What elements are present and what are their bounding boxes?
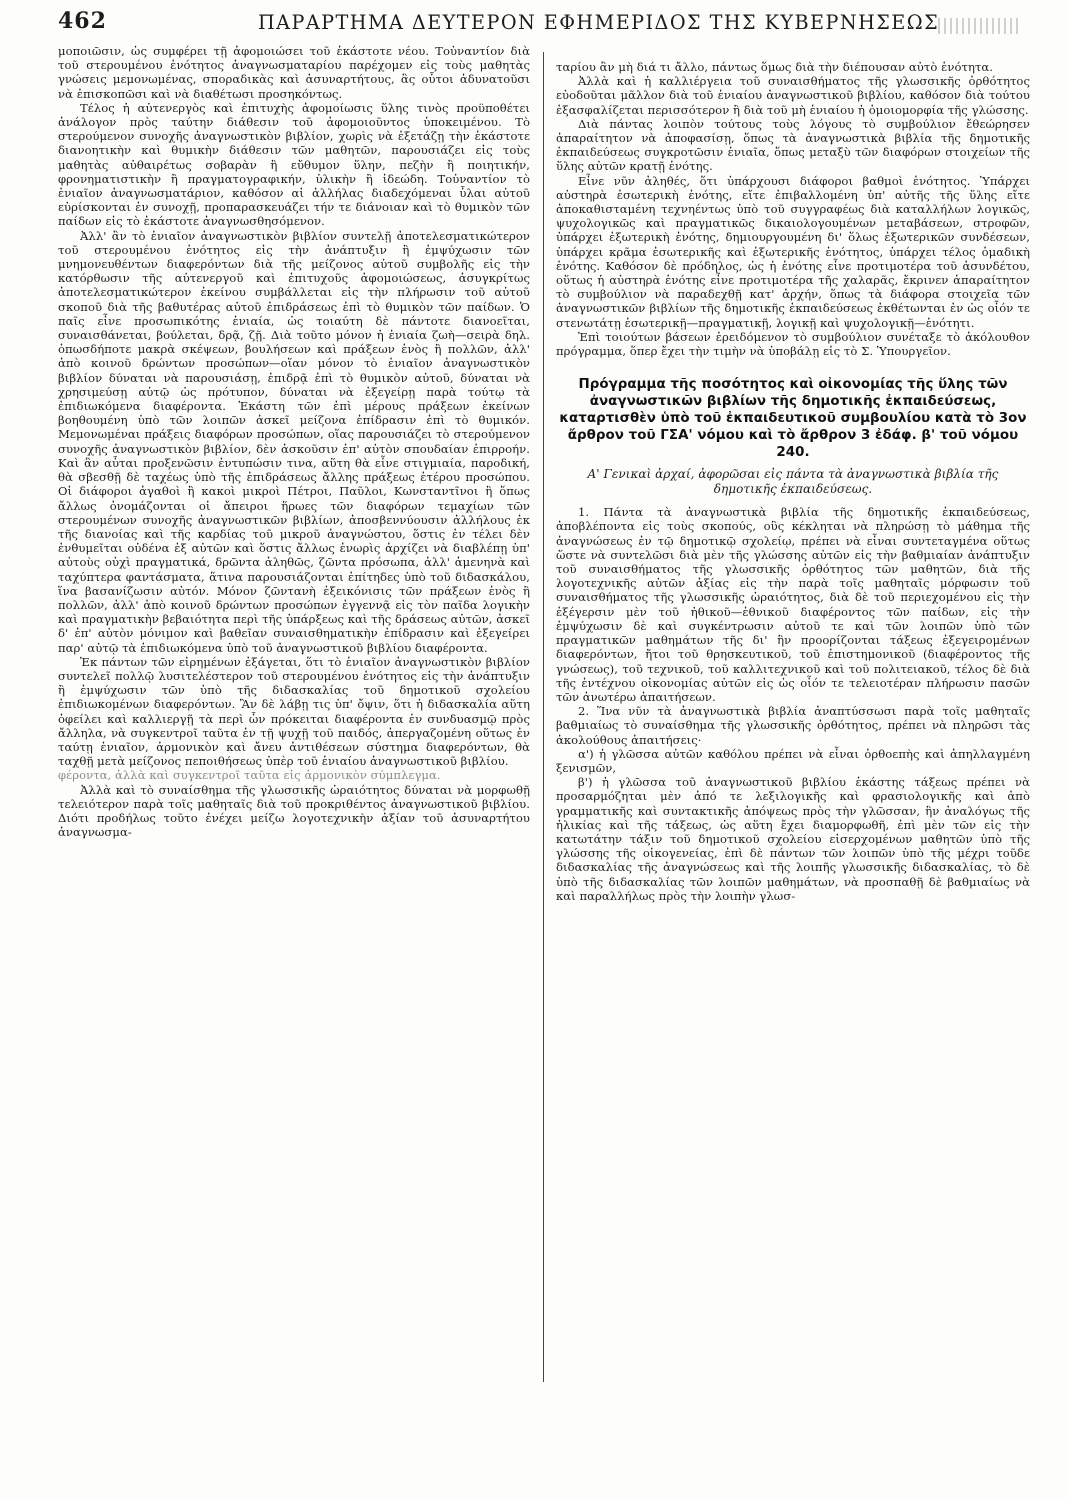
list-item: α') ἡ γλῶσσα αὐτῶν καθόλου πρέπει νὰ εἶναι ὀρθοεπὴς καὶ ἀπηλλαγμένη ξενισμῶν, <box>556 746 1030 775</box>
paragraph: Ἀλλὰ καὶ τὸ συναίσθημα τῆς γλωσσικῆς ὡραιότητος δύναται νὰ μορφωθῇ τελειότερον παρὰ τοῖς μαθηταῖς διὰ τοῦ προκριθέντος ἀναγνωστικοῦ βιβλίου. Διότι προδήλως τοῦτο ἐνέχει μείζω λογοτεχνικὴν ἀξίαν τοῦ ἀσυναρτήτου ἀναγνωσμα- <box>58 782 530 840</box>
paragraph: μοποιῶσιν, ὡς συμφέρει τῇ ἀφομοιώσει τοῦ ἑκάστοτε νέου. Τοὐναντίον διὰ τοῦ στερουμένου ἑνότητος ἀναγνωσματαρίου παρέχομεν εἰς τοὺς μαθητὰς γνώσεις μεμονωμένας, σποραδικὰς καὶ ἀσυναρτήτους, ἃς οὗτοι ἀδυνατοῦσι νὰ ἐπισκοπῶσι καὶ νὰ διαθέτωσι προσηκόντως. <box>58 44 530 101</box>
ink-smudge <box>938 18 1018 34</box>
paragraph: Ἐπὶ τοιούτων βάσεων ἐρειδόμενον τὸ συμβούλιον συνέταξε τὸ ἀκόλουθον πρόγραμμα, ὅπερ ἔχει τὴν τιμὴν νὰ ὑποβάλῃ εἰς τὸ Σ. Ὑπουργεῖον. <box>556 329 1030 359</box>
page-number: 462 <box>58 8 107 34</box>
list-item: 2. Ἵνα νῦν τὰ ἀναγνωστικὰ βιβλία ἀναπτύσσωσι παρὰ τοῖς μαθηταῖς βαθμιαίως τὸ συναίσθημα τῆς γλωσσικῆς ὀρθότητος, πρέπει νὰ πληρῶσι τὰς ἀκολούθους ἀπαιτήσεις· <box>556 704 1030 747</box>
right-column <box>556 60 1030 903</box>
paragraph: ταρίου ἂν μὴ διά τι ἄλλο, πάντως ὅμως διὰ τὴν διέπουσαν αὐτὸ ἑνότητα. <box>556 60 994 74</box>
section-heading: Πρόγραμμα τῆς ποσότητος καὶ οἰκονομίας τῆς ὕλης τῶν ἀναγνωστικῶν βιβλίων τῆς δημοτικῆς ἐκπαιδεύσεως, καταρτισθὲν ὑπὸ τοῦ ἐκπαιδευτικοῦ συμβουλίου κατὰ τὸ 3ον ἄρθρον τοῦ ΓΣΑ' νόμου καὶ τὸ ἄρθρον 3 ἐδάφ. β' τοῦ νόμου 240. <box>559 377 1027 461</box>
paragraph: Διὰ πάντας λοιπὸν τούτους τοὺς λόγους τὸ συμβούλιον ἔθεώρησεν ἀπαραίτητον νὰ ἀποφασίσῃ, ὅπως τὰ ἀναγνωστικὰ βιβλία τῆς δημοτικῆς ἐκπαιδεύσεως συγκροτῶσιν ἑνιαῖα, ὅπως μεταξὺ τῶν διαφόρων στοιχείων τῆς ὕλης αὐτῶν κρατῇ ἑνότης. <box>556 116 1030 174</box>
subheading: Α' Γενικαὶ ἀρχαί, ἀφορῶσαι εἰς πάντα τὰ ἀναγνωστικὰ βιβλία τῆς δημοτικῆς ἐκπαιδεύσεως. <box>587 467 999 497</box>
column-divider <box>543 52 544 1382</box>
faded-line: φέροντα, ἀλλὰ καὶ συγκεντροῖ ταῦτα εἰς ἁρμονικὸν σύμπλεγμα. <box>58 768 441 783</box>
paragraph: Εἶνε νῦν ἀληθές, ὅτι ὑπάρχουσι διάφοροι βαθμοὶ ἑνότητος. Ὑπάρχει αὐστηρὰ ἐσωτερικὴ ἑνότης, εἴτε ἐπιβαλλομένη ὑπ' αὐτῆς τῆς ὕλης εἴτε ἀποκαθισταμένη τεχνηέντως ὑπὸ τοῦ συγγραφέως διὰ καταλλήλων λογικῶς, ψυχολογικῶς καὶ πραγματικῶς δικαιολογουμένων μεταβάσεων, στροφῶν, ὑπάρχει ἐξωτερικὴ ἑνότης, δημιουργουμένη δι' ὅλως ἐξωτερικῶν συνδέσεων, ὑπάρχει κρᾶμα ἐσωτερικῆς καὶ ἐξωτερικῆς ἑνότητος, ὑπάρχει τέλος ὁμαδικὴ ἑνότης. Καθόσον δὲ πρόδηλος, ὡς ἡ ἑνότης εἶνε προτιμοτέρα τοῦ ἀσυνδέτου, οὕτως ἡ αὐστηρὰ ἑνότης εἶνε προτιμοτέρα τῆς χαλαρᾶς, ἔκρινεν ἀπαραίτητον τὸ συμβούλιον νὰ παραδεχθῇ κατ' ἀρχήν, ὅπως τὰ διάφορα στοιχεῖα τῶν ἀναγνωστικῶν βιβλίων τῆς δημοτικῆς ἐκπαιδεύσεως ἐκθέτωνται ἐν ὡς οἷόν τε στενωτάτῃ ἐσωτερικῇ—πραγματικῇ, λογικῇ καὶ ψυχολογικῇ—ἑνότητι. <box>556 173 1030 330</box>
running-title: ΠΑΡΑΡΤΗΜΑ ΔΕΥΤΕΡΟΝ ΕΦΗΜΕΡΙΔΟΣ ΤΗΣ ΚΥΒΕΡΝΗΣΕΩΣ <box>258 10 940 34</box>
list-item: β') ἡ γλῶσσα τοῦ ἀναγνωστικοῦ βιβλίου ἑκάστης τάξεως πρέπει νὰ προσαρμόζηται μὲν ἀπό τε λεξιλογικῆς καὶ φρασιολογικῆς καὶ ἀπὸ γραμματικῆς καὶ συντακτικῆς ἀπόψεως πρὸς τὴν γλῶσσαν, ἣν ἀναλόγως τῆς ἡλικίας καὶ τῆς τάξεως, ὡς αὕτη ἔχει διαμορφωθῆ, ἐπὶ μὲν τῶν εἰς τὴν κατωτάτην τάξιν τοῦ δημοτικοῦ σχολείου εἰσερχομένων μαθητῶν ὑπὸ τῆς γλώσσης τῆς οἰκογενείας, ἐπὶ δὲ πάντων τῶν λοιπῶν ὑπὸ τῆς μέχρι τοῦδε διδασκαλίας τῆς ἀναγνώσεως καὶ τῆς λοιπῆς γλωσσικῆς διδασκαλίας, τὸ δὲ ὑπὸ τῆς διδασκαλίας τῶν λοιπῶν μαθημάτων, νὰ προσπαθῇ δὲ βαθμιαίως νὰ καὶ παραλλήλως πρὸς τὴν λοιπὴν γλωσ- <box>556 775 1030 903</box>
paragraph: Ἀλλὰ καὶ ἡ καλλιέργεια τοῦ συναισθήματος τῆς γλωσσικῆς ὀρθότητος εὐοδοῦται μᾶλλον διὰ τοῦ ἑνιαίου ἀναγνωστικοῦ βιβλίου, καθόσον διὰ τούτου ἐξασφαλίζεται περισσότερον ἢ διὰ τοῦ μὴ ἑνιαίου ἡ ὁμοιομορφία τῆς γλώσσης. <box>556 74 1030 117</box>
paragraph: Τέλος ἡ αὐτενεργὸς καὶ ἐπιτυχὴς ἀφομοίωσις ὕλης τινὸς προϋποθέτει ἀνάλογον πρὸς ταύτην διάθεσιν τοῦ ἀφομοιοῦντος ὑποκειμένου. Τὸ στερούμενον συνοχῆς ἀναγνωστικὸν βιβλίον, χωρὶς νὰ ἐξετάζῃ τὴν ἑκάστοτε διανοητικὴν καὶ θυμικὴν διάθεσιν τῶν μαθητῶν, παρουσιάζει εἰς τοὺς μαθητὰς αὐθαιρέτως σοβαρὰν ἢ εὔθυμον ὕλην, πεζὴν ἢ ποιητικήν, φρονηματιστικὴν ἢ πραγματογραφικήν, ὑλικὴν ἢ ἰδεώδη. Τοὐναντίον τὸ ἑνιαῖον ἀναγνωσματάριον, καθόσον αἱ ἀλλήλας διαδεχόμεναι ὗλαι αὐτοῦ εὑρίσκονται ἐν συνοχῇ, προπαρασκευάζει τήν τε διάνοιαν καὶ τὸ θυμικὸν τῶν παίδων εἰς τὸ ἑκάστοτε ἀναγνωσθησόμενον. <box>58 100 530 229</box>
paragraph: Ἐκ πάντων τῶν εἰρημένων ἐξάγεται, ὅτι τὸ ἑνιαῖον ἀναγνωστικὸν βιβλίον συντελεῖ πολλῷ λυσιτελέστερον τοῦ στερουμένου ἑνότητος εἰς τὴν ἀνάπτυξιν ἢ ἐμψύχωσιν τῶν ὑπὸ τῆς διδασκαλίας τοῦ δημοτικοῦ σχολείου ἐπιδιωκομένων διαφερόντων. Ἂν δὲ λάβῃ τις ὑπ' ὄψιν, ὅτι ἡ διδασκαλία αὕτη ὀφείλει καὶ καλλιεργῇ τὰ περὶ ὧν πρόκειται διαφέροντα ἐν συνδυασμῷ πρὸς ἄλληλα, νὰ συγκεντροῖ ταῦτα ἐν τῇ ψυχῇ τοῦ παιδός, ἀπεργαζομένη οὕτως ἐν ταύτῃ ἑνιαῖον, ἁρμονικὸν καὶ ἄνευ ἀντιθέσεων σύστημα διαφερόντων, θὰ ταχθῇ μετὰ μείζονος πεποιθήσεως ὑπὲρ τοῦ ἑνιαίου ἀναγνωστικοῦ βιβλίου. <box>58 654 530 769</box>
list-item: 1. Πάντα τὰ ἀναγνωστικὰ βιβλία τῆς δημοτικῆς ἐκπαιδεύσεως, ἀποβλέποντα εἰς τοὺς σκοπούς, οὓς κέκληται νὰ πληρώσῃ τὸ μάθημα τῆς ἀναγνώσεως ἐν τῷ δημοτικῷ σχολείῳ, πρέπει νὰ εἶναι συντεταγμένα οὕτως ὥστε νὰ συντελῶσι διὰ μὲν τῆς γλώσσης αὐτῶν εἰς τὴν βαθμιαίαν ἀνάπτυξιν τοῦ συναισθήματος τῆς γλωσσικῆς ὀρθότητος τῶν μαθητῶν, διὰ τῆς λογοτεχνικῆς αὐτῶν ἀξίας εἰς τὴν παρὰ τοῖς μαθηταῖς μόρφωσιν τοῦ συναισθήματος τῆς γλωσσικῆς ὡραιότητος, διὰ δὲ τοῦ περιεχομένου εἰς τὴν ἐξέγερσιν μὲν τοῦ ἠθικοῦ—ἐθνικοῦ διαφέροντος τῶν παίδων, εἰς τὴν ἐμψύχωσιν δὲ καὶ συγκέντρωσιν αὐτοῦ τε καὶ τῶν λοιπῶν ὑπὸ τῶν πραγματικῶν μαθημάτων τῆς δι' ἣν προορίζονται τάξεως ἐξεγειρομένων διαφερόντων, ἤτοι τοῦ θρησκευτικοῦ, τοῦ ἐπιστημονικοῦ (διαφέροντος τῆς γνώσεως), τοῦ τεχνικοῦ, τοῦ καλλιτεχνικοῦ καὶ τοῦ πολιτειακοῦ, τέλος δὲ διὰ τῆς ἐντέχνου οἰκονομίας αὐτῶν εἰς ὡς οἷόν τε τελειοτέραν πλήρωσιν πασῶν τῶν ἀνωτέρω ἀπαιτήσεων. <box>556 505 1030 704</box>
left-column <box>58 44 530 839</box>
page-header <box>58 8 1018 48</box>
paragraph: Ἀλλ' ἂν τὸ ἑνιαῖον ἀναγνωστικὸν βιβλίον συντελῇ ἀποτελεσματικώτερον τοῦ στερουμένου ἑνότητος εἰς τὴν ἀνάπτυξιν ἢ ἐμψύχωσιν τῶν μνημονευθέντων διαφερόντων διὰ τῆς μείζονος αὐτοῦ συμβολῆς εἰς τὴν κατόρθωσιν τῆς αὐτενεργοῦ καὶ ἐπιτυχοῦς ἀφομοιώσεως, ἀσυγκρίτως ἀποτελεσματικώτερον ἐκείνου συμβάλλεται εἰς τὴν πλήρωσιν τοῦ αὐτοῦ σκοποῦ διὰ τῆς βαθυτέρας αὐτοῦ ἐπιδράσεως ἐπὶ τὸ θυμικὸν τῶν παίδων. Ὁ παῖς εἶνε προσωπικότης ἑνιαία, ὡς τοιαύτη δὲ πάντοτε διανοεῖται, συναισθάνεται, βούλεται, δρᾷ, ζῇ. Διὰ τοῦτο μόνον ἡ ἑνιαία ζωὴ—σειρὰ δηλ. ὁπωσδήποτε μακρὰ σκέψεων, βουλήσεων καὶ πράξεων ἑνὸς ἢ πολλῶν, ἀλλ' ἀπὸ κοινοῦ δρώντων προσώπων—οἵαν μόνον τὸ ἑνιαῖον ἀναγνωστικὸν βιβλίον δύναται νὰ παρουσιάσῃ, ἐπιδρᾷ ἐπὶ τὸ θυμικὸν αὐτοῦ, δύναται νὰ χρησιμεύσῃ αὐτῷ ὡς πρότυπον, δύναται νὰ ἐξεγείρῃ παρὰ τούτῳ τὰ ἐπιδιωκόμενα διαφέροντα. Ἑκάστη τῶν ἐπὶ μέρους πράξεων ἐκείνων βοηθουμένη ὑπὸ τῶν λοιπῶν ἀσκεῖ μείζονα ἐπίδρασιν ἐπὶ τὸ θυμικόν. Μεμονωμέναι πράξεις διαφόρων προσώπων, οἵας παρουσιάζει τὸ στερούμενον συνοχῆς ἀναγνωστικὸν βιβλίον, δὲν ἀσκοῦσιν ἐπ' αὐτὸν σπουδαίαν ἐπιρροήν. Καὶ ἂν αὗται προξενῶσιν ἐντυπώσιν τινα, αὕτη θὰ εἶνε στιγμιαία, παροδική, θὰ σβεσθῇ δὲ ταχέως ὑπὸ τῆς ἐπιδράσεως ἄλλης πράξεως ἑτέρου προσώπου. Οἱ διάφοροι ἀγαθοὶ ἢ κακοὶ μικροὶ Πέτροι, Παῦλοι, Κωνσταντῖνοι ἢ ὅπως ἄλλως ὀνομάζονται οἱ ἄπειροι ἥρωες τῶν διαφόρων τεμαχίων τῶν στερουμένων συνοχῆς ἀναγνωστικῶν βιβλίων, ἀποσβεννύουσιν ἀλλήλους ἐκ τῆς διανοίας καὶ τῆς καρδίας τοῦ μικροῦ ἀναγνώστου, ὅστις ἐν τέλει δὲν ἐνθυμεῖται οὐδένα ἐξ αὐτῶν καὶ ὅστις ἄλλως ἐνωρὶς ἀρχίζει νὰ διαβλέπῃ ὑπ' αὐτοὺς οὐχὶ πραγματικά, δρῶντα ἀληθῶς, ζῶντα πρόσωπα, ἀλλ' ἀμενηνὰ καὶ ταχύπτερα φαντάσματα, ἅτινα παρουσιάζονται ἐπίτηδες ὑπὸ τοῦ διδασκάλου, ἵνα βασανίζωσιν αὐτόν. Μόνον ζῶντανὴ ἐξεικόνισις τῶν πράξεων ἑνὸς ἢ πολλῶν, ἀλλ' ἀπὸ κοινοῦ δρώντων προσώπων ἐγγεννᾷ εἰς τὸν παῖδα λογικὴν καὶ πραγματικὴν βεβαιότητα περὶ τῆς ὑπάρξεως καὶ τῆς δράσεως αὐτῶν, ἀσκεῖ δ' ἐπ' αὐτὸν μόνιμον καὶ βαθεῖαν συναισθηματικὴν ἐπίδρασιν καὶ ἐξεγείρει παρ' αὐτῷ τὰ ἐπιδιωκόμενα ὑπὸ τοῦ ἀναγνωστικοῦ βιβλίου διαφέροντα. <box>58 228 530 655</box>
